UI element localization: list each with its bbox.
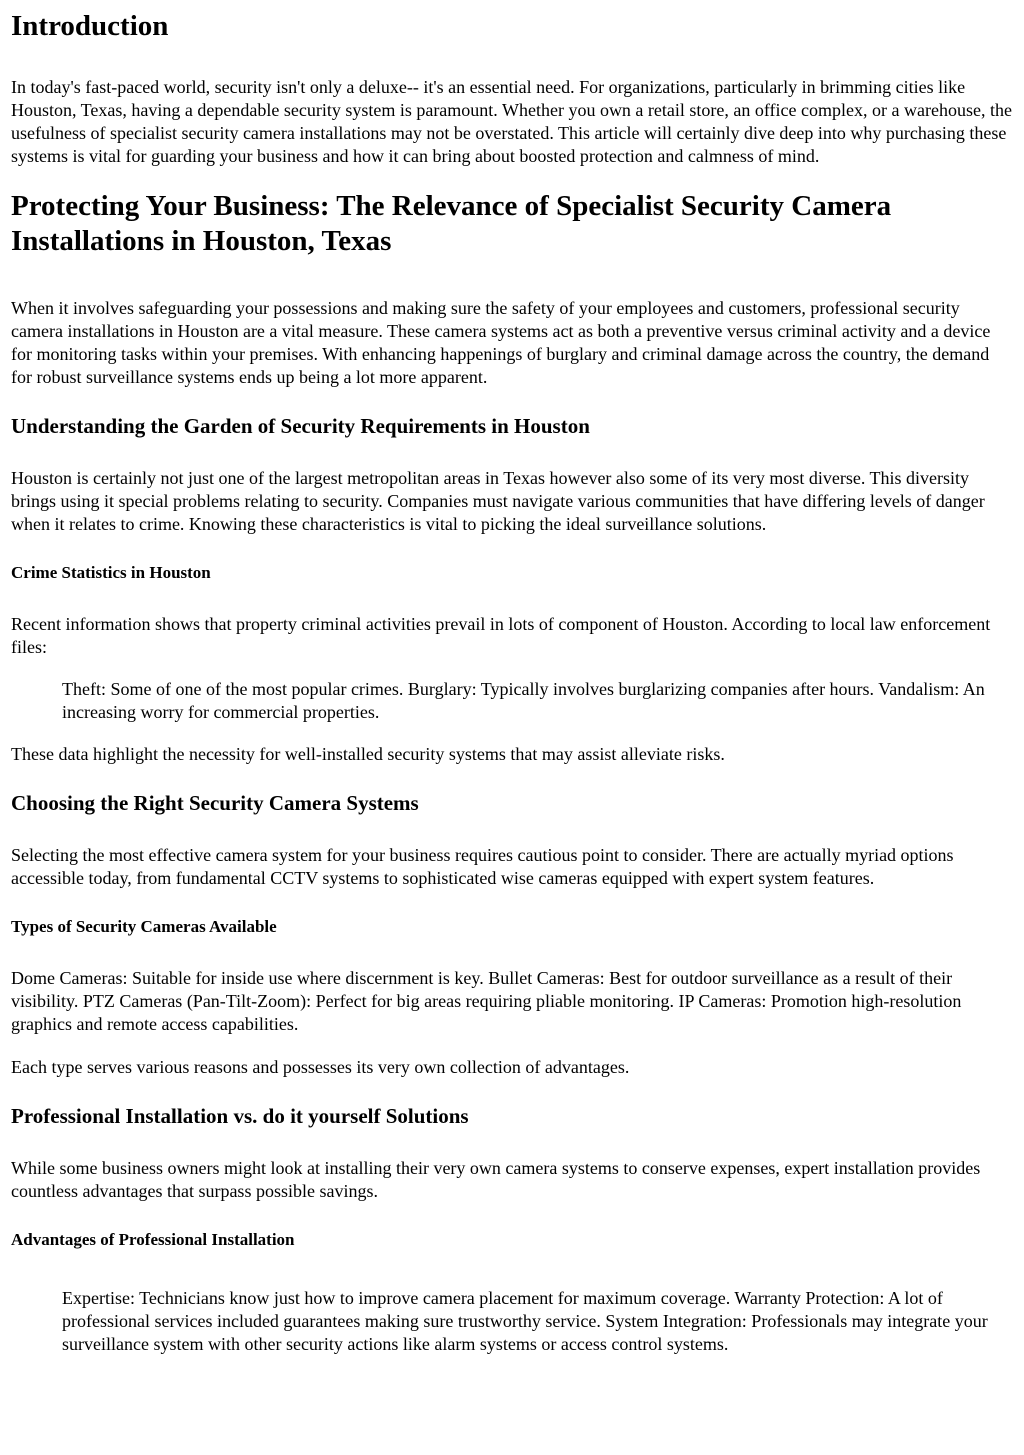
camera-types-closing: Each type serves various reasons and possesses its very own collection of advantages. <box>11 1057 630 1077</box>
intro-paragraph: In today's fast-paced world, security isn't only a deluxe-- it's an essential need. For organizations, particularly in brimming cities like Houston, Texas, having a dependable security system is paramount. Whether you own a retail store, an office complex, or a warehouse, the usefulness of specialist security camera installations may not be overstated. This article will certainly dive deep into why purchasing these systems is vital for guarding your business and how it can bring about boosted protection and calmness of mind. <box>11 77 1012 166</box>
understanding-paragraph: Houston is certainly not just one of the largest metropolitan areas in Texas however also some of its very most diverse. This diversity brings using it special problems relating to security. Companies must navigate various communities that have differing levels of danger when it relates to crime. Knowing these characteristics is vital to picking the ideal surveillance solutions. <box>11 468 985 534</box>
camera-types-paragraph: Dome Cameras: Suitable for inside use where discernment is key. Bullet Cameras: Best for outdoor surveillance as a result of their visibility. PTZ Cameras (Pan-Tilt-Zoom): Perfect for big areas requiring pliable monitoring. IP Cameras: Promotion high-resolution graphics and remote access capabilities. <box>11 968 962 1034</box>
crime-statistics-heading: Crime Statistics in Houston <box>11 563 211 582</box>
intro-heading: Introduction <box>11 10 169 42</box>
advantages-heading: Advantages of Professional Installation <box>11 1230 295 1249</box>
main-paragraph: When it involves safeguarding your possessions and making sure the safety of your employees and customers, professional security camera installations in Houston are a vital measure. These camera systems act as both a preventive versus criminal activity and a device for monitoring tasks within your premises. With enhancing happenings of burglary and criminal damage across the country, the demand for robust surveillance systems ends up being a lot more apparent. <box>11 298 991 387</box>
main-heading: Protecting Your Business: The Relevance of Specialist Security Camera Installations in Houston, Texas <box>11 190 892 257</box>
crime-list: Theft: Some of one of the most popular crimes. Burglary: Typically involves burglarizing companies after hours. Vandalism: An increasing worry for commercial properties. <box>62 679 985 722</box>
choosing-heading: Choosing the Right Security Camera Systems <box>11 791 419 815</box>
professional-vs-diy-heading: Professional Installation vs. do it yourself Solutions <box>11 1104 469 1128</box>
article-page <box>0 9 1024 1356</box>
professional-vs-diy-paragraph: While some business owners might look at installing their very own camera systems to conserve expenses, expert installation provides countless advantages that surpass possible savings. <box>11 1158 981 1201</box>
camera-types-heading: Types of Security Cameras Available <box>11 917 277 936</box>
crime-statistics-paragraph: Recent information shows that property criminal activities prevail in lots of component of Houston. According to local law enforcement files: <box>11 614 991 657</box>
understanding-heading: Understanding the Garden of Security Requirements in Houston <box>11 414 590 438</box>
advantages-list: Expertise: Technicians know just how to improve camera placement for maximum coverage. Warranty Protection: A lot of professional services included guarantees making sure trustworthy service. System Integration: Professionals may integrate your surveillance system with other security actions like alarm systems or access control systems. <box>62 1288 988 1354</box>
crime-closing-paragraph: These data highlight the necessity for well-installed security systems that may assist alleviate risks. <box>11 744 725 764</box>
choosing-paragraph: Selecting the most effective camera system for your business requires cautious point to consider. There are actually myriad options accessible today, from fundamental CCTV systems to sophisticated wise cameras equipped with expert system features. <box>11 845 954 888</box>
